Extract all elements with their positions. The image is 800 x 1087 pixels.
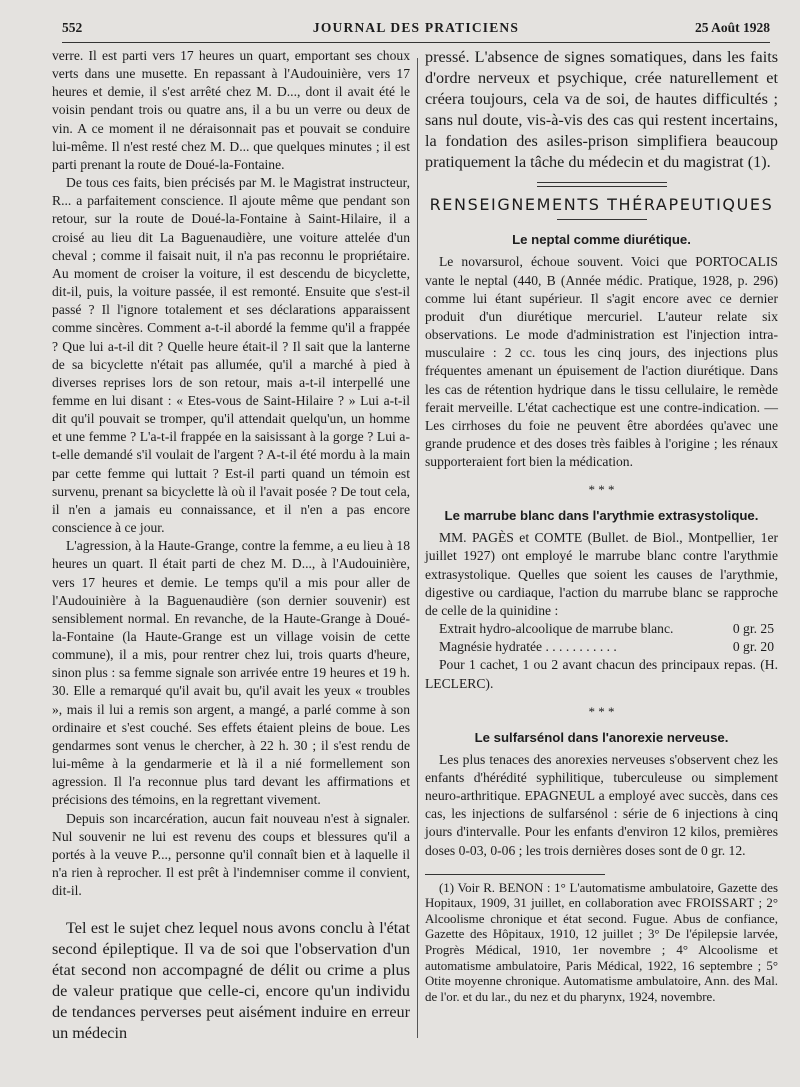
prescription-line xyxy=(439,620,778,638)
page-number: 552 xyxy=(62,20,83,35)
article-after: Pour 1 cachet, 1 ou 2 avant chacun des principaux repas. (H. LECLERC). xyxy=(425,657,778,691)
paragraph: Depuis son incarcération, aucun fait nouveau n'est à signaler. Nul souvenir ne lui est revenu des coups et blessures qu'il a portés à la veuve P..., personne qu'il connaît bien et à laquelle il n'a rien à reprocher. Il est prêt à l'indemniser comme il convient, dit-il. xyxy=(52,810,410,899)
issue-date: 25 Août 1928 xyxy=(694,20,770,35)
footnote-rule xyxy=(425,874,605,875)
prescription-dose: 0 gr. 25 xyxy=(732,621,774,637)
rubric-rule xyxy=(557,219,647,220)
article-title: Le marrube blanc dans l'arythmie extrasystolique. xyxy=(444,508,759,524)
prescription-item: Magnésie hydratée . . . . . . . . . . . xyxy=(439,639,617,655)
prescription xyxy=(439,620,778,656)
article-body: Le novarsurol, échoue souvent. Voici que PORTOCALIS vante le neptal (440, B (Année médic. Pratique, 1928, p. 296) comme lui étant supérieur. Il s'agit encore avec ce dernier produit d'un diurétique mercuriel. L'auteur relate six observations. Le mode d'administration est l'injection intra-musculaire : 2 cc. tous les cinq jours, des injections plus fréquentes amenant un épuisement de l'action diurétique. Dans les cas de rétention hydrique dans le tissu cellulaire, le remède ferait merveille. L'état cachectique est une contre-indication. — Les cirrhoses du foie ne peuvent être abordées qu'avec une grande prudence et des doses très faibles à l'origine ; les rénaux supporteraient fort bien la médication. xyxy=(425,254,778,470)
continuation-paragraph: pressé. L'absence de signes somatiques, dans les faits d'ordre nerveux et psychique, crée naturellement et créera toujours, cela va de soi, de hautes difficultés ; sans nul doute, vis-à-vis des cas qui restent incertains, la fondation des asiles-prison simplifiera beaucoup pratiquement la tâche du médecin et du magistrat (1). xyxy=(425,48,778,171)
left-column xyxy=(52,47,410,1044)
article-body: Les plus tenaces des anorexies nerveuses s'observent chez les enfants d'hérédité syphilitique, tuberculeuse ou simplement neuro-arthritique. EPAGNEUL a employé avec succès, dans ces cas, les injections de sulfarsénol : série de 6 injections à cinq jours d'intervalle. Pour les enfants d'environ 12 kilos, premières doses 0-03, 0-06 ; les trois dernières doses sont de 0 gr. 12. xyxy=(425,751,778,858)
paragraph: L'agression, à la Haute-Grange, contre la femme, a eu lieu à 18 heures un quart. Il était parti de chez M. D..., à l'Audouinière, vers 17 heures et demie. Le temps qu'il a mis pour aller de l'Audouinière à la Baguenaudière (son dernier souvenir) est sensiblement normal. En revanche, de la Haute-Grange à Doué-la-Fontaine (la Haute-Grange est un village voisin de cette commune), il a mis, pour rentrer chez lui, trois quarts d'heure, sinon plus : sa femme signale son arrivée entre 19 heures et 19 h. 30. Elle a remarqué qu'il avait bu, qu'il avait les yeux « troubles », mais il lui a remis son argent, a mangé, a parlé comme à son ordinaire et s'est couché. Ses effets étaient pleins de boue. Les gendarmes sont venus le chercher, à 22 h. 30 ; il s'est rendu de lui-même à la gendarmerie et là il a nié formellement son agression. Il l'a reconnue plus tard devant les affirmations et précisions des témoins, en la regrettant vivement. xyxy=(52,538,410,808)
section-stars: * * * xyxy=(588,703,615,719)
section-rubric: RENSEIGNEMENTS THÉRAPEUTIQUES xyxy=(429,195,774,215)
header-rule xyxy=(62,42,770,43)
conclusion-paragraph: Tel est le sujet chez lequel nous avons conclu à l'état second épileptique. Il va de soi que l'observation d'un état second non accompagné de délit ou crime a plus de valeur pratique que celle-ci, encore qu'un individu de tendances perverses peut aisément induire en erreur un médecin xyxy=(52,919,410,1042)
section-double-rule xyxy=(537,182,667,187)
paragraph: verre. Il est parti vers 17 heures un quart, emportant ses choux verts dans une musette. En repassant à l'Audouinière, vers 17 heures et demie, il s'est arrêté chez M. D..., dont il avait été le voisin pendant trois ou quatre ans, il a bu un verre ou deux de vin. A ce moment il ne déraisonnait pas et pouvait se conduire lui-même. Il n'est resté chez M. D... que quelques minutes ; il est parti prenant la route de Doué-la-Fontaine. xyxy=(52,48,410,172)
column-divider xyxy=(417,58,418,1038)
right-column xyxy=(425,47,778,1005)
article-body: MM. PAGÈS et COMTE (Bullet. de Biol., Montpellier, 1er juillet 1927) ont employé le marrube blanc contre l'arythmie extrasystolique. Quelles que soient les causes de l'arythmie, digestive ou cardiaque, l'action du marrube blanc se rapproche de celle de la quinidine : xyxy=(425,530,778,618)
prescription-line xyxy=(439,638,778,656)
page-header xyxy=(62,20,770,40)
paragraph: De tous ces faits, bien précisés par M. le Magistrat instructeur, R... a parfaitement conscience. Il ajoute même que pendant son retour, sur la route de Doué-la-Fontaine à Saint-Hilaire, il a croisé au lieu dit La Baguenaudière, une voiture attelée d'un cheval ; comme il faisait nuit, il n'a pas reconnu le propriétaire. Au moment de croiser la voiture, il est descendu de bicyclette, dit-il, puis, la voiture passée, il est remonté. Ensuite que s'est-il passé ? Il l'ignore totalement et ses déclarations apparaissent comme sincères. Comment a-t-il abordé la femme qu'il a frappée ? Que lui a-t-il dit ? Quelle heure était-il ? Il sait que la lanterne de sa bicyclette n'était pas allumée, qu'il a marché à pied à diverses reprises lors de son retour, mais a-t-il interpellé une femme en lui disant : « Etes-vous de Saint-Hilaire ? » Lui a-t-il dit qu'il pouvait se tromper, qu'il attendait quelqu'un, un homme et une femme ? L'a-t-il frappée en la saisissant à la gorge ? Lui a-t-elle demandé s'il voulait de l'argent ? A-t-il été mordu à la main par cette femme qui luttait ? Est-il parti quand un témoin est survenu, prenant sa bicyclette là où il l'avait posée ? De tout cela, il n'en a jamais eu connaissance, et il n'en a pas encore conscience à ce jour. xyxy=(52,175,410,536)
prescription-item: Extrait hydro-alcoolique de marrube blanc. xyxy=(439,621,674,637)
article-title: Le sulfarsénol dans l'anorexie nerveuse. xyxy=(474,729,729,745)
section-stars: * * * xyxy=(588,482,615,498)
footnote: (1) Voir R. BENON : 1° L'automatisme ambulatoire, Gazette des Hopitaux, 1909, 31 juillet, en collaboration avec FROISSART ; 2° Alcoolisme chronique et état second. Fugue. Abus de confiance, Gazette des Hôpitaux, 1910, 12 juillet ; 3° De l'épilepsie larvée, Progrès Médical, 1910, 1er novembre ; 4° Alcoolisme et automatisme ambulatoire, Paris Médical, 1922, 16 septembre ; 5° Otite moyenne chronique. Automatisme ambulatoire, Ann. des Mal. de l'or. et du lar., du nez et du pharynx, 1924, novembre. xyxy=(425,880,778,1004)
journal-title: JOURNAL DES PRATICIENS xyxy=(312,20,520,35)
prescription-dose: 0 gr. 20 xyxy=(732,639,774,655)
article-title: Le neptal comme diurétique. xyxy=(512,232,691,248)
